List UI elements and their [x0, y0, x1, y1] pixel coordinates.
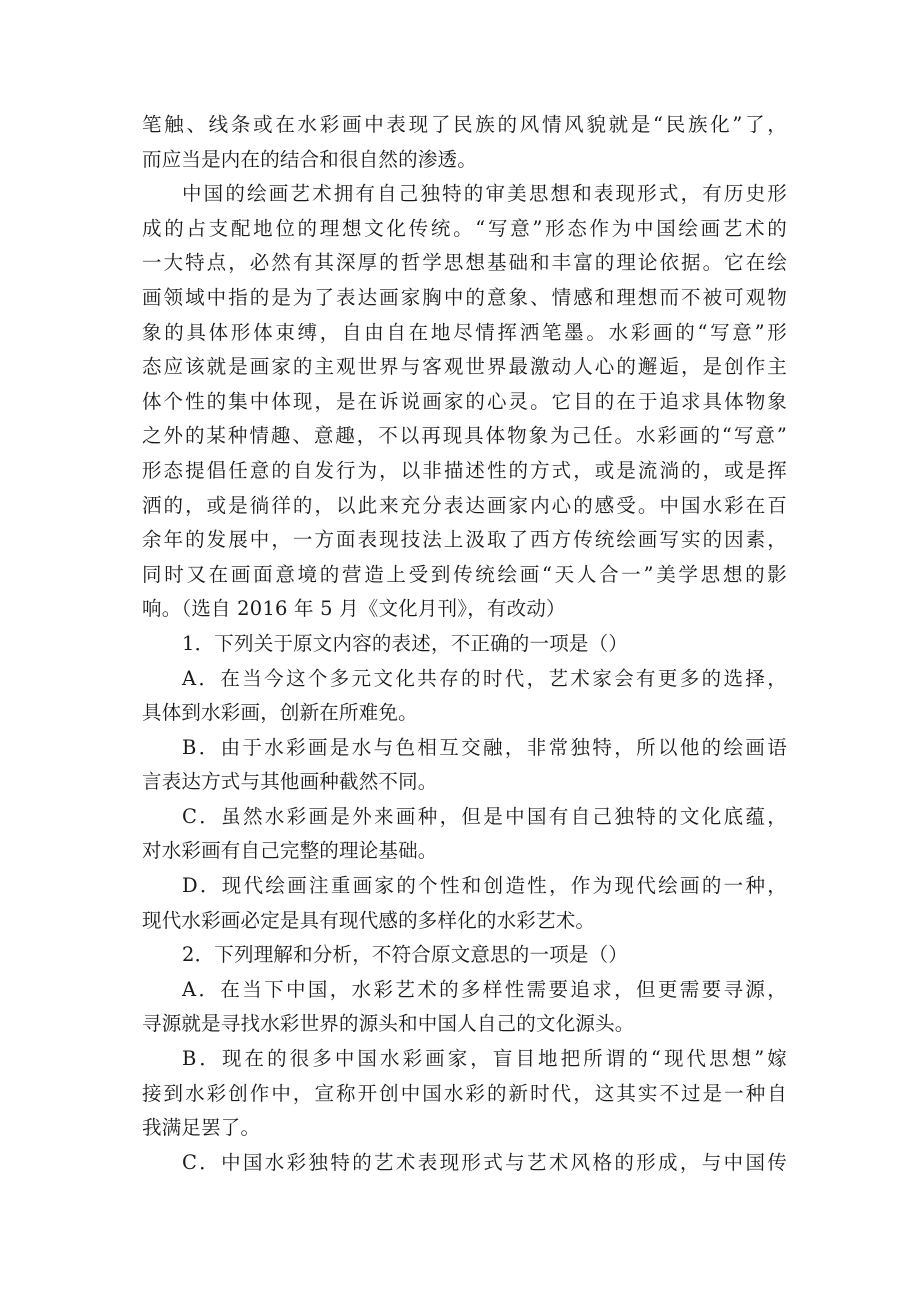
text-line: A．在当下中国，水彩艺术的多样性需要追求，但更需要寻源， [182, 977, 787, 1001]
text-line: 寻源就是寻找水彩世界的源头和中国人自己的文化源头。 [142, 1012, 635, 1036]
text-line: 同时又在画面意境的营造上受到传统绘画“天人合一”美学思想的影 [142, 562, 787, 586]
text-line: 接到水彩创作中，宣称开创中国水彩的新时代，这其实不过是一种自 [142, 1081, 787, 1105]
text-line: 现代水彩画必定是具有现代感的多样化的水彩艺术。 [142, 908, 596, 932]
text-line: A．在当今这个多元文化共存的时代，艺术家会有更多的选择， [182, 666, 787, 690]
text-line: C．虽然水彩画是外来画种，但是中国有自己独特的文化底蕴， [182, 804, 787, 828]
text-line: 之外的某种情趣、意趣，不以再现具体物象为己任。水彩画的“写意” [142, 424, 787, 448]
text-line: 形态提倡任意的自发行为，以非描述性的方式，或是流淌的，或是挥 [142, 458, 787, 482]
document-body [142, 108, 787, 1180]
text-line: 2．下列理解和分析，不符合原文意思的一项是（） [182, 943, 629, 967]
text-line: C．中国水彩独特的艺术表现形式与艺术风格的形成，与中国传 [182, 1150, 787, 1174]
text-line: 而应当是内在的结合和很自然的渗透。 [142, 147, 477, 171]
text-line: 洒的，或是徜徉的，以此来充分表达画家内心的感受。中国水彩在百 [142, 493, 787, 517]
text-line: 态应该就是画家的主观世界与客观世界最激动人心的邂逅，是创作主 [142, 355, 787, 379]
text-line: 中国的绘画艺术拥有自己独特的审美思想和表现形式，有历史形 [182, 182, 787, 206]
text-line: 笔触、线条或在水彩画中表现了民族的风情风貌就是“民族化”了， [142, 113, 787, 136]
text-line: 体个性的集中体现，是在诉说画家的心灵。它目的在于追求具体物象 [142, 389, 787, 413]
text-line: 一大特点，必然有其深厚的哲学思想基础和丰富的理论依据。它在绘 [142, 251, 787, 275]
text-line: 象的具体形体束缚，自由自在地尽情挥洒笔墨。水彩画的“写意”形 [142, 320, 787, 344]
text-line: 1．下列关于原文内容的表述，不正确的一项是（） [182, 631, 629, 655]
text-line: 具体到水彩画，创新在所难免。 [142, 701, 418, 725]
text-line: B．现在的很多中国水彩画家，盲目地把所谓的“现代思想”嫁 [182, 1047, 787, 1071]
text-line: 画领域中指的是为了表达画家胸中的意象、情感和理想而不被可观物 [142, 285, 787, 309]
text-line: 响。（选自 2016 年 5 月《文化月刊》，有改动） [142, 597, 566, 621]
text-line: 我满足罢了。 [142, 1116, 261, 1140]
text-line: D．现代绘画注重画家的个性和创造性，作为现代绘画的一种， [182, 874, 787, 898]
text-line: 余年的发展中，一方面表现技法上汲取了西方传统绘画写实的因素， [142, 528, 787, 552]
text-line: 对水彩画有自己完整的理论基础。 [142, 839, 438, 863]
text-line: 言表达方式与其他画种截然不同。 [142, 770, 438, 794]
text-line: B．由于水彩画是水与色相互交融，非常独特，所以他的绘画语 [182, 735, 787, 759]
text-line: 成的占支配地位的理想文化传统。“写意”形态作为中国绘画艺术的 [142, 216, 787, 240]
